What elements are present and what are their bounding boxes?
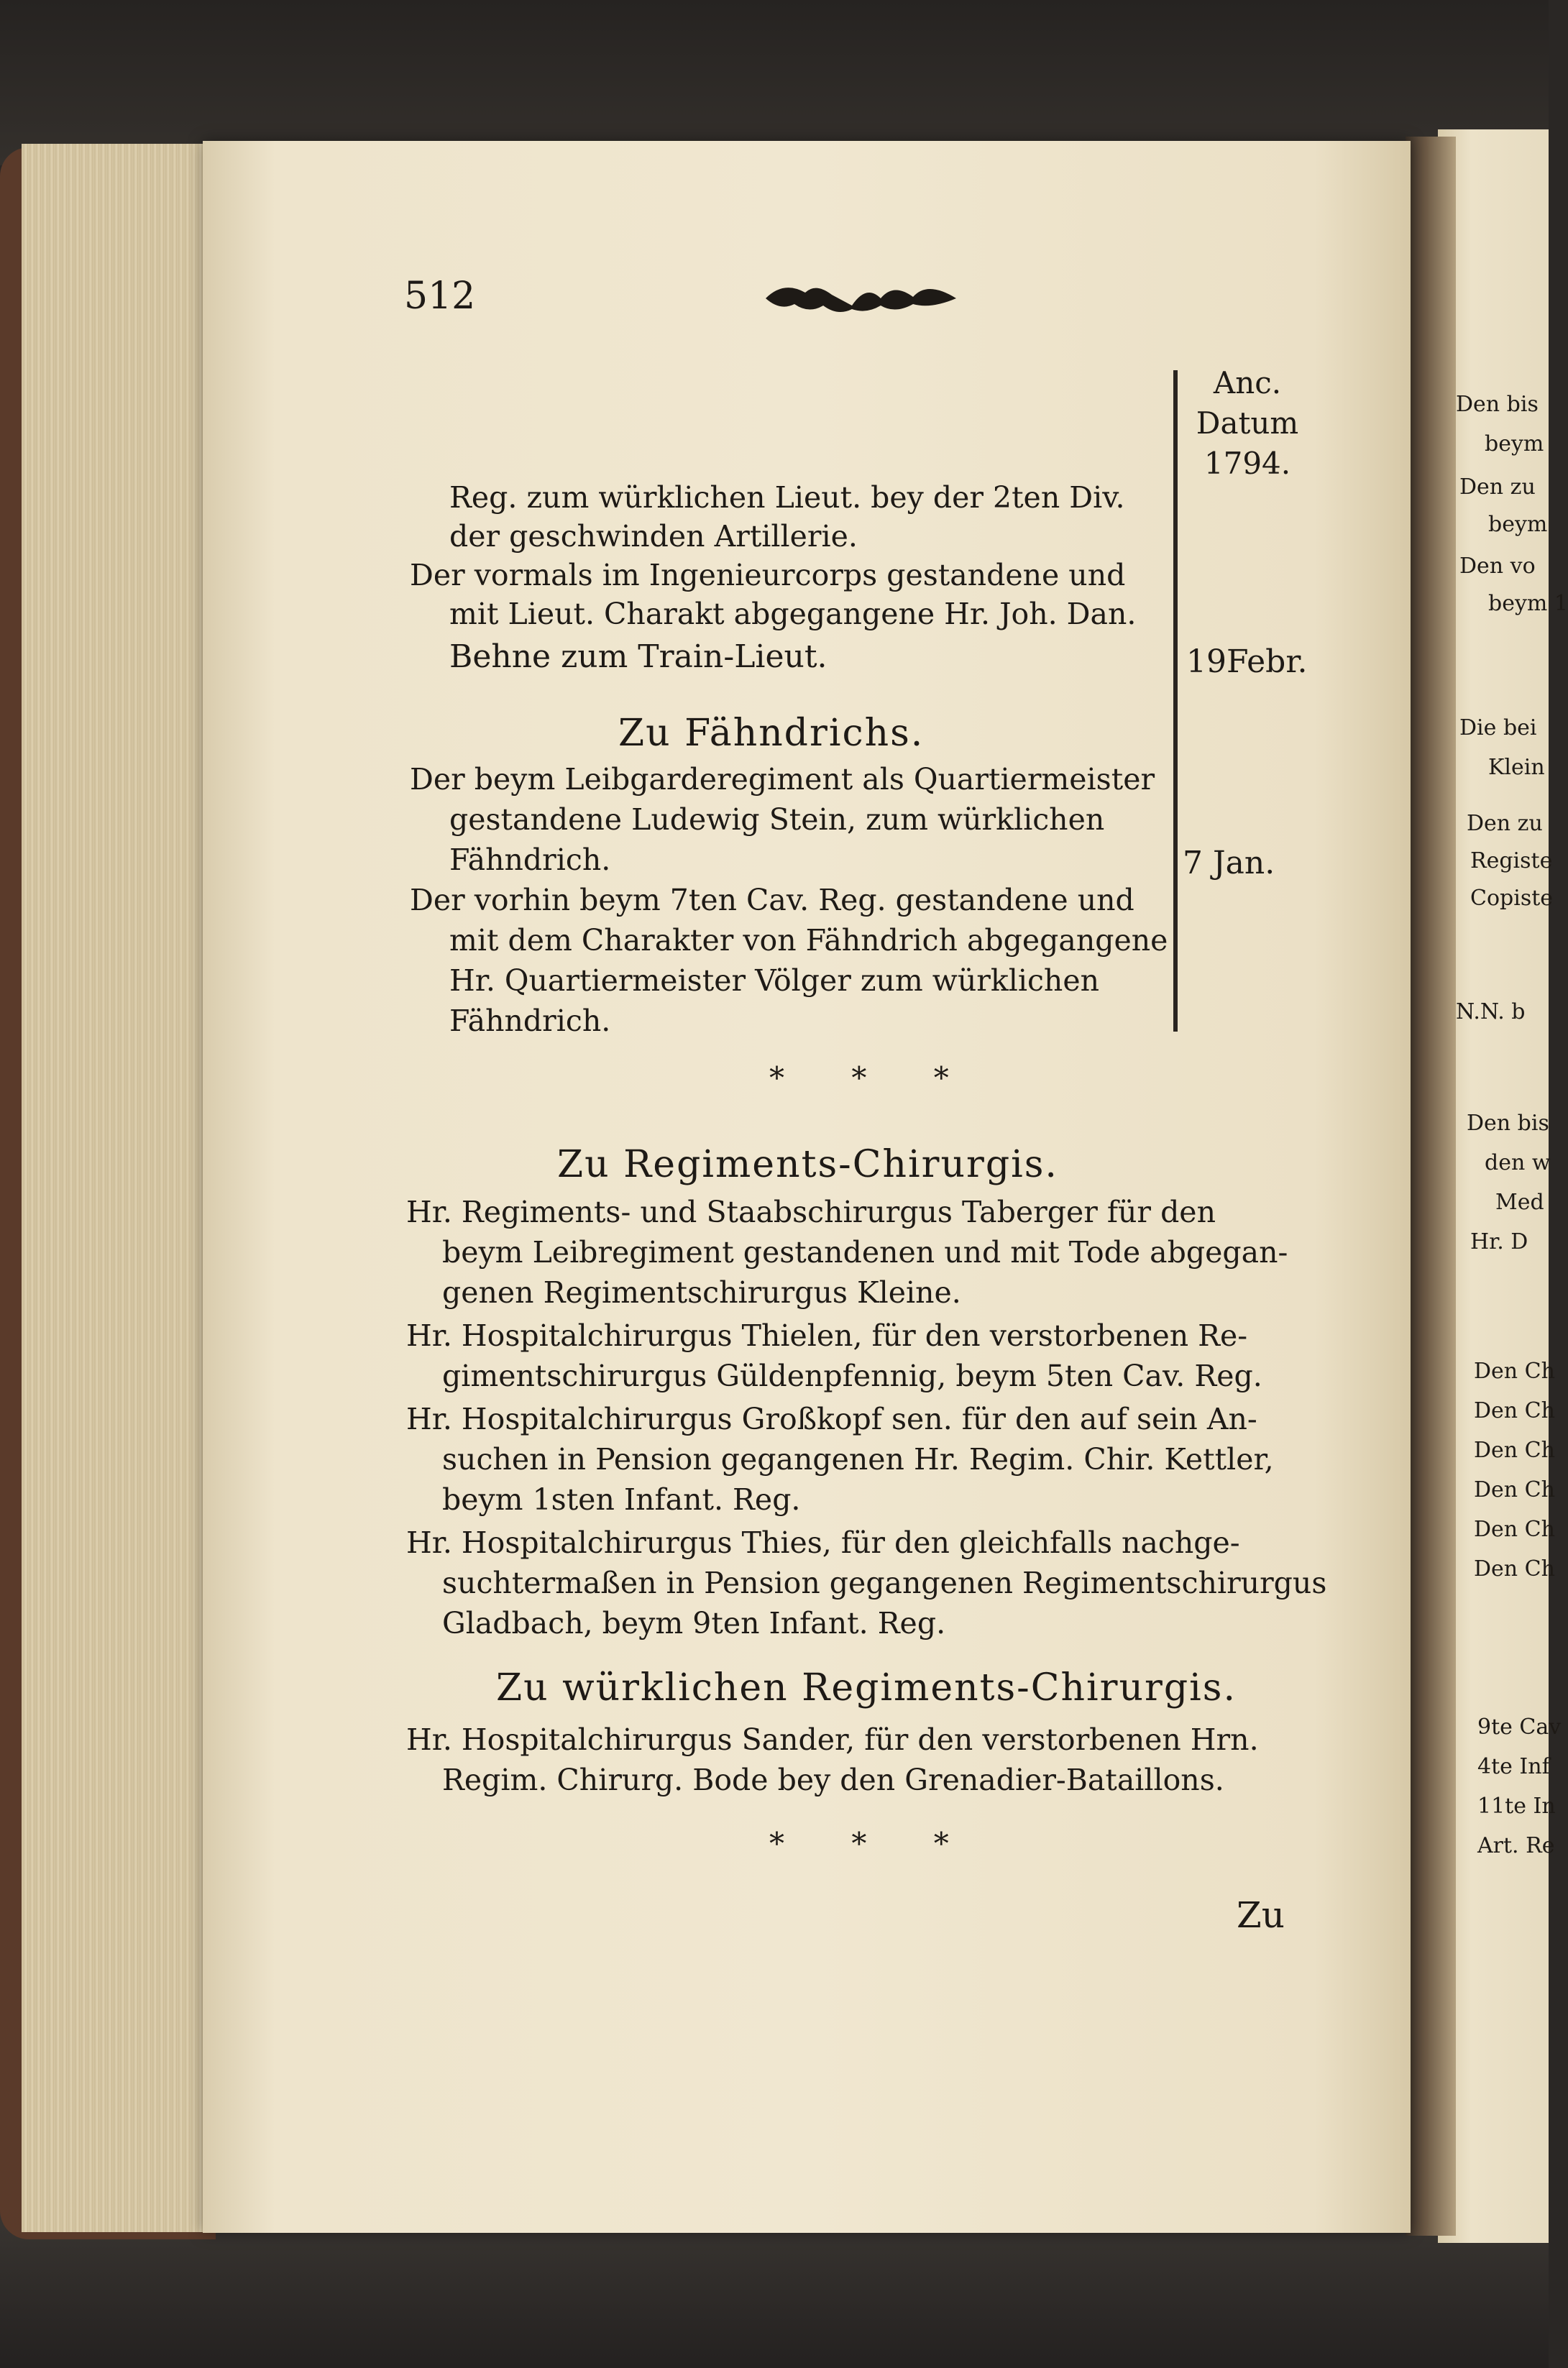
facing-page-fragment: Den vo: [1459, 554, 1536, 579]
facing-page-fragment: den w: [1485, 1150, 1551, 1175]
facing-page-fragment: Registe: [1470, 848, 1553, 873]
facing-page-fragment: beym: [1485, 431, 1544, 456]
date-column-header: [1186, 363, 1308, 484]
facing-page-fragment: Den bis: [1467, 1111, 1549, 1136]
text-line: mit dem Charakter von Fähndrich abgegangene: [449, 923, 1168, 958]
facing-page-fragment: Hr. D: [1470, 1229, 1528, 1254]
text-line: Hr. Hospitalchirurgus Sander, für den verstorbenen Hrn.: [406, 1722, 1259, 1757]
text-line: genen Regimentschirurgus Kleine.: [442, 1275, 961, 1310]
text-line: Der vormals im Ingenieurcorps gestandene und: [410, 558, 1126, 592]
facing-page-fragment: Den zu: [1467, 811, 1543, 836]
date-header-line-2: Datum: [1196, 405, 1299, 441]
section-heading: Zu Fähndrichs.: [618, 712, 925, 755]
facing-page-fragment: Den zu: [1459, 474, 1536, 500]
text-line: Hr. Regiments- und Staabschirurgus Taberger für den: [406, 1195, 1216, 1229]
date-entry: 19Febr.: [1186, 643, 1308, 680]
text-line: beym 1sten Infant. Reg.: [442, 1482, 801, 1517]
date-entry: 7 Jan.: [1183, 845, 1275, 881]
facing-page-fragment: Den Ch: [1474, 1477, 1555, 1502]
text-line: Hr. Hospitalchirurgus Großkopf sen. für den auf sein An-: [406, 1402, 1257, 1436]
facing-page-fragment: Den Ch: [1474, 1438, 1555, 1463]
page-number: 512: [404, 275, 476, 318]
separator-asterisks: * * *: [769, 1060, 978, 1096]
book-gutter: [1406, 137, 1456, 2236]
facing-page-fragment: beym: [1488, 512, 1548, 537]
facing-page-fragment: N.N. b: [1456, 999, 1526, 1024]
facing-page-fragment: Med: [1495, 1190, 1544, 1215]
facing-page-fragment: 9te Cav: [1477, 1715, 1562, 1740]
text-line: der geschwinden Artillerie.: [449, 519, 858, 554]
separator-asterisks: * * *: [769, 1826, 978, 1861]
text-line: Hr. Hospitalchirurgus Thielen, für den verstorbenen Re-: [406, 1318, 1248, 1353]
text-line: gestandene Ludewig Stein, zum würklichen: [449, 802, 1105, 837]
text-line: Gladbach, beym 9ten Infant. Reg.: [442, 1606, 946, 1640]
text-line: Hr. Hospitalchirurgus Thies, für den gleichfalls nachge-: [406, 1525, 1240, 1560]
text-line: Der beym Leibgarderegiment als Quartiermeister: [410, 762, 1155, 797]
facing-page-fragment: 11te In: [1477, 1794, 1556, 1819]
text-line: Reg. zum würklichen Lieut. bey der 2ten Div.: [449, 480, 1125, 515]
text-line: Der vorhin beym 7ten Cav. Reg. gestandene und: [410, 883, 1134, 917]
section-heading: Zu würklichen Regiments-Chirurgis.: [496, 1666, 1237, 1710]
facing-page-fragment: beym 1: [1488, 591, 1568, 616]
text-line: mit Lieut. Charakt abgegangene Hr. Joh. Dan.: [449, 597, 1137, 631]
facing-page-fragment: Den Ch: [1474, 1398, 1555, 1423]
facing-page-fragment: Die bei: [1459, 715, 1537, 740]
text-line: Fähndrich.: [449, 1004, 611, 1038]
ornament-icon: [766, 277, 956, 316]
date-header-line-3: 1794.: [1203, 446, 1291, 481]
facing-page-fragment: Den Ch: [1474, 1556, 1555, 1582]
facing-page-fragment: Den Ch: [1474, 1517, 1555, 1542]
text-line: Fähndrich.: [449, 843, 611, 877]
text-line: beym Leibregiment gestandenen und mit Tode abgegan-: [442, 1235, 1288, 1270]
facing-page-fragment: Den bis: [1456, 392, 1539, 417]
text-line: suchtermaßen in Pension gegangenen Regimentschirurgus: [442, 1566, 1327, 1600]
text-line: Behne zum Train-Lieut.: [449, 638, 827, 675]
facing-page-fragment: 4te Inf: [1477, 1754, 1550, 1779]
facing-page-fragment: Den Ch: [1474, 1359, 1555, 1384]
facing-page-fragment: Copiste: [1470, 886, 1554, 911]
date-column-rule: [1173, 370, 1178, 1032]
section-heading: Zu Regiments-Chirurgis.: [557, 1143, 1058, 1186]
date-header-line-1: Anc.: [1213, 365, 1282, 400]
catchword: Zu: [1237, 1894, 1285, 1936]
facing-page-fragment: Klein: [1488, 755, 1545, 780]
page-stack-edge: [22, 144, 216, 2232]
text-line: Hr. Quartiermeister Völger zum würklichen: [449, 963, 1100, 998]
text-line: Regim. Chirurg. Bode bey den Grenadier-Bataillons.: [442, 1763, 1224, 1797]
text-line: gimentschirurgus Güldenpfennig, beym 5ten Cav. Reg.: [442, 1359, 1262, 1393]
facing-page-fragment: Art. Re: [1477, 1833, 1555, 1858]
text-line: suchen in Pension gegangenen Hr. Regim. Chir. Kettler,: [442, 1442, 1274, 1477]
